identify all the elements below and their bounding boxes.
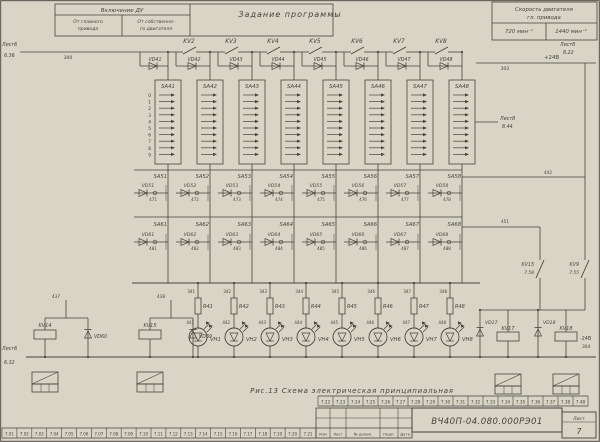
relay-coil-label: KV17 [501, 326, 515, 332]
switch-label: SA67 [405, 222, 419, 228]
break-contact-label: KV9 [569, 263, 579, 268]
resistor-label: R47 [419, 304, 429, 310]
kv-contact-label: KV5 [309, 39, 321, 45]
label: 6.36 [4, 54, 15, 59]
wire-number: 441 [186, 320, 194, 325]
wire-number: 346 [367, 289, 375, 294]
wire-number: 473 [233, 197, 241, 202]
diode-label: VD57 [393, 184, 407, 189]
speed-table-title: Скорость двигателя [515, 7, 573, 13]
switch-label: SA64 [279, 222, 293, 228]
label: го двигателя [140, 27, 172, 32]
position-number: 9 [148, 153, 151, 159]
switch-label: SA63 [237, 222, 251, 228]
switch-label: SA47 [413, 84, 427, 90]
zone-number: 7.10 [139, 431, 149, 437]
resistor-label: R43 [275, 304, 285, 310]
wire-number: 341 [187, 289, 195, 294]
zone-number: 7.09 [124, 431, 134, 437]
wire-number: 477 [401, 197, 409, 202]
diode-label: VD61 [141, 233, 155, 238]
switch-label: SA51 [153, 174, 167, 180]
zone-number: 7.36 [530, 399, 541, 405]
position-number: 5 [148, 127, 151, 132]
wire-number: 481 [149, 246, 157, 251]
zone-number: 7.19 [273, 431, 283, 437]
diode-label: VD56 [351, 184, 365, 189]
diode-label: VD66 [351, 233, 365, 238]
switch-label: SA61 [153, 222, 167, 228]
wire-number: 443 [258, 320, 266, 325]
diode-label: VD62 [183, 233, 197, 238]
zone-number: 7.15 [213, 431, 223, 437]
label: 8.44 [502, 125, 513, 130]
label: 7.58 [524, 271, 534, 276]
switch-label: SA62 [195, 222, 209, 228]
resistor-label: R45 [347, 304, 357, 310]
position-number: 3 [148, 113, 151, 119]
lamp-label: VH4 [318, 337, 329, 343]
switch-label: SA57 [405, 174, 419, 180]
switch-label: SA55 [321, 174, 335, 180]
lamp-label: VH3 [282, 337, 293, 343]
switch-label: SA53 [237, 174, 251, 180]
kv-contact-label: KV2 [183, 39, 195, 45]
wire-number: 342 [223, 289, 231, 294]
diode-label: VD48 [439, 58, 453, 63]
du-table-title: Включение ДУ [100, 8, 144, 14]
wire-number: 447 [402, 320, 410, 325]
sheet-ref: Лист6 [2, 347, 18, 352]
switch-label: SA42 [203, 84, 217, 90]
lamp-label: VH6 [390, 337, 401, 343]
wire-number: 488 [443, 246, 451, 251]
zone-number: 7.30 [440, 399, 451, 405]
zone-number: 7.01 [4, 431, 14, 437]
figure-caption-text: Рис.13 Схема электрическая принципиальная [250, 387, 454, 395]
wire-number: 437 [52, 294, 60, 299]
sheet-ref: Лист8 [560, 43, 576, 48]
relay-coil-label: KV14 [38, 323, 52, 329]
kv-contact-label: KV8 [435, 39, 447, 45]
switch-label: SA52 [195, 174, 209, 180]
zone-number: 7.04 [49, 431, 59, 437]
plus-rail-label: +24В [544, 55, 560, 61]
wire-number: 478 [443, 197, 451, 202]
sheet-number: 7 [576, 427, 582, 436]
diode-label: VD18 [543, 321, 556, 326]
kv-contact-label: KV7 [393, 39, 405, 45]
zone-number: 7.29 [425, 399, 436, 405]
zone-number: 7.18 [258, 431, 268, 437]
diode-label: VD65 [309, 233, 323, 238]
wire-number: 487 [401, 246, 409, 251]
title-block-column: Изм [319, 431, 327, 437]
wire-number: 300 [63, 56, 73, 61]
document-number: ВЧ40П-04.080.000РЭ01 [431, 417, 543, 427]
figure-caption [250, 387, 454, 395]
label: 1440 мин⁻¹ [555, 29, 587, 35]
wire-number: 438 [157, 294, 165, 299]
switch-label: SA44 [287, 84, 301, 90]
zone-number: 7.48 [575, 399, 586, 405]
switch-label: SA43 [245, 84, 259, 90]
program-title: Задание программы [238, 10, 342, 19]
zone-number: 7.27 [395, 399, 406, 405]
wire-number: 472 [191, 197, 199, 202]
diode-label: VD46 [355, 58, 369, 63]
wire-number: 442 [544, 170, 552, 175]
wire-number: 474 [275, 197, 283, 202]
zone-number: 7.37 [545, 399, 556, 405]
wire-number: 344 [295, 289, 303, 294]
wire-number: 446 [366, 320, 374, 325]
lamp-label: VH1 [210, 337, 221, 343]
switch-label: SA66 [363, 222, 377, 228]
sheet-label: Лист [573, 417, 585, 422]
wire-number: 442 [222, 320, 230, 325]
wire-number: 484 [275, 246, 283, 251]
wire-number: 483 [233, 246, 241, 251]
diode-label: VD60 [94, 335, 108, 340]
wire-number: 348 [439, 289, 447, 294]
diode-label: VD43 [229, 58, 243, 63]
label: 720 мин⁻¹ [504, 29, 534, 35]
zone-number: 7.28 [410, 399, 421, 405]
label: гл. привода [527, 15, 561, 21]
label: От собственно- [137, 20, 175, 25]
zone-number: 7.21 [303, 431, 313, 437]
diode-label: VD42 [187, 58, 201, 63]
wire-number: 482 [191, 246, 199, 251]
zone-number: 7.31 [455, 399, 466, 405]
diode-label: VD17 [485, 321, 498, 326]
position-number: 1 [148, 100, 151, 106]
lamp-label: VH5 [354, 337, 365, 343]
switch-label: SA45 [329, 84, 343, 90]
switch-label: SA65 [321, 222, 335, 228]
position-number: 6 [148, 133, 151, 139]
resistor-label: R41 [203, 304, 213, 310]
wire-number: 304 [582, 345, 591, 350]
title-block-column: № докум. [353, 431, 373, 437]
relay-coil-label: KV18 [559, 326, 573, 332]
resistor-label: R44 [311, 304, 321, 310]
title-block-column: Лист [333, 431, 343, 437]
lamp-label: VH8 [462, 337, 473, 343]
diode-label: VD45 [313, 58, 327, 63]
label: 7.55 [569, 271, 579, 276]
position-number: 4 [148, 120, 151, 126]
wire-number: 486 [359, 246, 367, 251]
diode-label: VD58 [435, 184, 449, 189]
resistor-label: R46 [383, 304, 393, 310]
switch-label: SA41 [161, 84, 175, 90]
wire-number: 475 [317, 197, 325, 202]
zone-number: 7.22 [320, 399, 331, 405]
zone-number: 7.24 [350, 399, 361, 405]
zone-number: 7.08 [109, 431, 119, 437]
zone-number: 7.34 [500, 399, 511, 405]
zone-number: 7.32 [470, 399, 481, 405]
break-contact-label: KV15 [521, 263, 534, 268]
zone-number: 7.03 [34, 431, 44, 437]
zone-number: 7.17 [243, 431, 253, 437]
zone-number: 7.26 [380, 399, 391, 405]
diode-label: VD63 [225, 233, 239, 238]
wire-number: 445 [330, 320, 338, 325]
position-number: 7 [148, 140, 151, 146]
wire-number: 471 [149, 197, 157, 202]
wire-number: 476 [359, 197, 367, 202]
diode-label: VD68 [435, 233, 449, 238]
wire-number: 343 [259, 289, 267, 294]
wire-number: 347 [403, 289, 411, 294]
diode-label: VD44 [271, 58, 285, 63]
zone-number: 7.23 [335, 399, 346, 405]
wire-number: 485 [317, 246, 325, 251]
zone-number: 7.12 [168, 431, 178, 437]
label: 6.32 [4, 361, 15, 366]
switch-label: SA48 [455, 84, 469, 90]
position-number: 8 [148, 146, 151, 152]
wire-number: 448 [438, 320, 446, 325]
relay-coil-label: KV15 [143, 323, 157, 329]
diode-label: VD47 [397, 58, 411, 63]
minus-rail-label: -24В [580, 337, 592, 342]
wire-number: 451 [501, 219, 509, 224]
diode-label: VD55 [309, 184, 323, 189]
zone-number: 7.13 [183, 431, 193, 437]
zone-number: 7.14 [198, 431, 208, 437]
zone-number: 7.06 [79, 431, 89, 437]
label: 8.22 [563, 51, 574, 56]
lamp-label: VH7 [426, 337, 437, 343]
kv-contact-label: KV3 [225, 39, 237, 45]
diode-label: VD53 [225, 184, 239, 189]
zone-number: 7.35 [515, 399, 526, 405]
diode-label: VD51 [141, 184, 155, 189]
zone-number: 7.02 [19, 431, 29, 437]
resistor-label: R42 [239, 304, 249, 310]
diode-label: VD54 [267, 184, 281, 189]
lamp-label: VH2 [246, 337, 257, 343]
switch-label: SA58 [447, 174, 461, 180]
resistor-label: R48 [455, 304, 465, 310]
switch-label: SA68 [447, 222, 461, 228]
kv-contact-label: KV6 [351, 39, 363, 45]
zone-number: 7.16 [228, 431, 238, 437]
zone-number: 7.07 [94, 431, 104, 437]
diode-label: VD69 [199, 335, 213, 340]
wire-number: 444 [294, 320, 302, 325]
sheet-ref: Лист8 [500, 117, 516, 122]
diode-label: VD52 [183, 184, 197, 189]
zone-number: 7.11 [153, 431, 163, 437]
switch-label: SA54 [279, 174, 293, 180]
title-block-column: Дата [400, 431, 410, 437]
label: От главного [73, 20, 103, 25]
switch-label: SA46 [371, 84, 385, 90]
sheet-ref: Лист6 [2, 43, 18, 48]
zone-number: 7.25 [365, 399, 376, 405]
zone-number: 7.05 [64, 431, 74, 437]
switch-label: SA56 [363, 174, 377, 180]
diode-label: VD67 [393, 233, 407, 238]
label: привода [77, 27, 99, 32]
wire-number: 345 [331, 289, 339, 294]
zone-number: 7.38 [560, 399, 571, 405]
diode-label: VD41 [148, 58, 162, 63]
diode-label: VD64 [267, 233, 281, 238]
wire-number: 302 [500, 67, 510, 72]
kv-contact-label: KV4 [267, 39, 279, 45]
position-number: 0 [148, 94, 151, 99]
zone-number: 7.20 [288, 431, 298, 437]
zone-number: 7.33 [485, 399, 496, 405]
title-block-column: Подп. [383, 431, 395, 437]
position-number: 2 [148, 107, 151, 113]
